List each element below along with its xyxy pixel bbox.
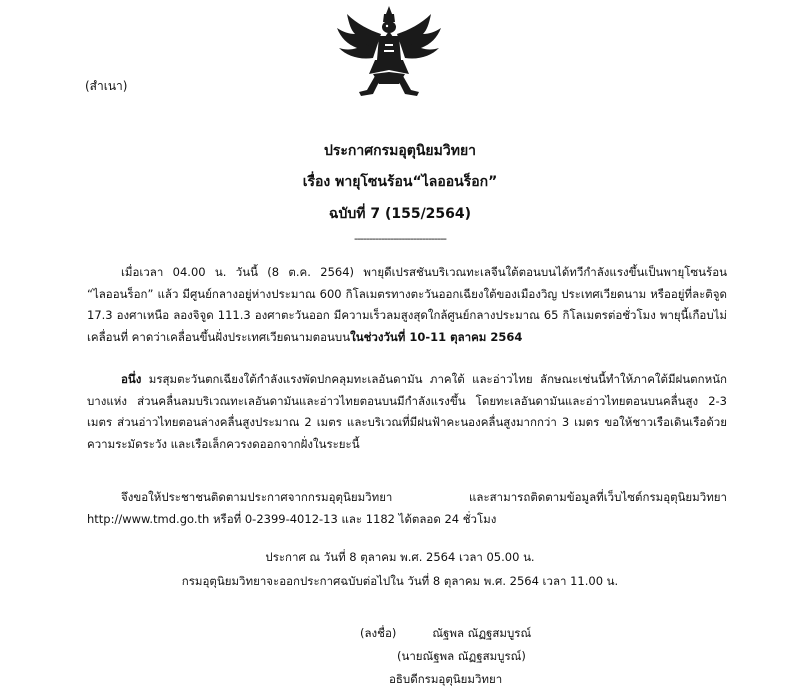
paragraph-2-text: มรสุมตะวันตกเฉียงใต้กำลังแรงพัดปกคลุมทะเลอันดามัน ภาคใต้ และอ่าวไทย ลักษณะเช่นนี้ทำให้ภาคใต้มีฝนตกหนักบางแห่ง ส่วนคลื่นลมบริเวณทะเลอันดามันและอ่าวไทยตอนบนมีกำลังแรงขึ้น โดยทะเลอันดามันและอ่าวไทยตอนบนคลื่นสูง 2-3 เมตร ส่วนอ่าวไทยตอนล่างคลื่นสูงประมาณ 2 เมตร และบริเวณที่มีฝนฟ้าคะนองคลื่นสูงมากกว่า 3 เมตร ขอให้ชาวเรือเดินเรือด้วยความระมัดระวัง และเรือเล็กควรงดออกจากฝั่งในระยะนี้ <box>87 372 727 451</box>
issued-line: ประกาศ ณ วันที่ 8 ตุลาคม พ.ศ. 2564 เวลา 05.00 น. <box>265 550 535 564</box>
paragraph-3-text: จึงขอให้ประชาชนติดตามประกาศจากกรมอุตุนิยมวิทยา และสามารถติดตามข้อมูลที่เว็บไซต์กรมอุตุนิยมวิทยา http://www.tmd.go.th หรือที่ 0-2399-4012-13 และ 1182 ได้ตลอด 24 ชั่วโมง <box>87 490 727 526</box>
copy-label: (สำเนา) <box>85 79 128 93</box>
paragraph-2-bold: อนึ่ง <box>121 372 142 386</box>
signer-name-full: (นายณัฐพล ณัฏฐสมบูรณ์) <box>397 649 526 663</box>
signed-label: (ลงชื่อ) <box>360 626 397 640</box>
paragraph-1-bold: ในช่วงวันที่ 10-11 ตุลาคม 2564 <box>350 329 523 344</box>
paragraph-1-text: เมื่อเวลา 04.00 น. วันนี้ (8 ต.ค. 2564) พายุดีเปรสชันบริเวณทะเลจีนใต้ตอนบนได้ทวีกำลังแรงขึ้นเป็นพายุโซนร้อน “ไลออนร็อก” แล้ว มีศูนย์กลางอยู่ห่างประมาณ 600 กิโลเมตรทางตะวันออกเฉียงใต้ของเมืองวิญ ประเทศเวียดนาม หรืออยู่ที่ละติจูด 17.3 องศาเหนือ ลองจิจูด 111.3 องศาตะวันออก มีความเร็วลมสูงสุดใกล้ศูนย์กลางประมาณ 65 กิโลเมตรต่อชั่วโมง พายุนี้เกือบไม่เคลื่อนที่ คาดว่าเคลื่อนขึ้นฝั่งประเทศเวียดนามตอนบน <box>87 265 727 344</box>
signature-block <box>360 622 531 691</box>
signer-title: อธิบดีกรมอุตุนิยมวิทยา <box>389 672 503 686</box>
announcement-title: ประกาศกรมอุตุนิยมวิทยา <box>323 143 477 159</box>
announcement-issue-number: ฉบับที่ 7 (155/2564) <box>328 206 472 222</box>
paragraph-monsoon <box>87 369 727 455</box>
signer-name: ณัฐพล ณัฏฐสมบูรณ์ <box>432 626 532 640</box>
announcement-subject: เรื่อง พายุโซนร้อน“ไลออนร็อก” <box>302 174 498 190</box>
next-issue-line: กรมอุตุนิยมวิทยาจะออกประกาศฉบับต่อไปใน วันที่ 8 ตุลาคม พ.ศ. 2564 เวลา 11.00 น. <box>181 574 619 588</box>
paragraph-storm-status <box>87 262 727 348</box>
separator-line: ------------------------------- <box>353 232 447 245</box>
paragraph-contact <box>87 487 727 530</box>
garuda-emblem-icon <box>329 4 449 100</box>
